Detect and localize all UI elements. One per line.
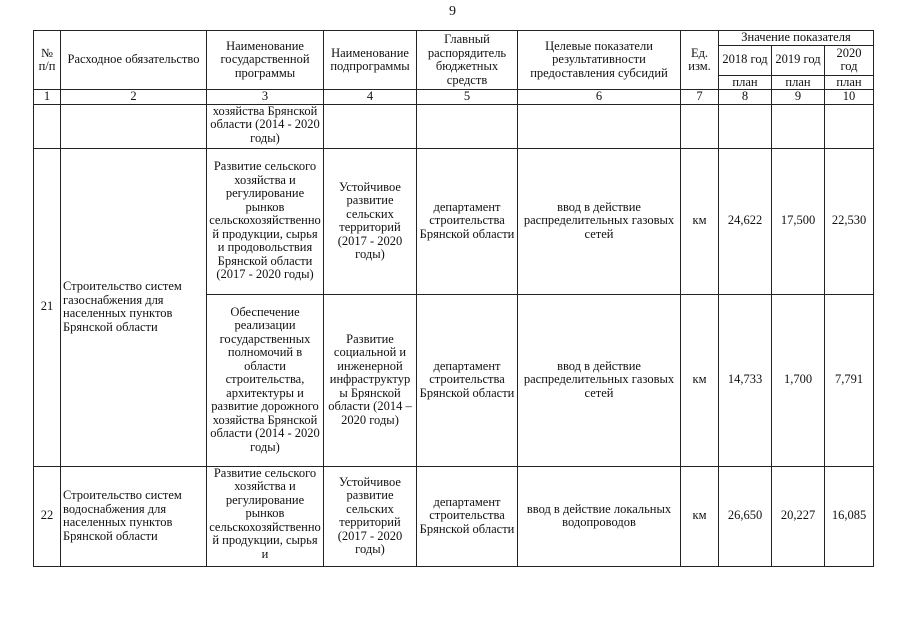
row-indicator: ввод в действие распределительных газовых сетей	[518, 148, 681, 294]
row-unit: км	[681, 148, 719, 294]
column-number: 4	[324, 90, 417, 105]
table-row	[34, 104, 874, 148]
row-value-2019: 1,700	[772, 294, 825, 466]
column-number: 5	[417, 90, 518, 105]
row-expense: Строительство систем газоснабжения для населенных пунктов Брянской области	[61, 148, 207, 466]
row-distributor: департамент строительства Брянской области	[417, 294, 518, 466]
column-number: 3	[207, 90, 324, 105]
row-subprogram: Развитие социальной и инженерной инфраструктуры Брянской области (2014 – 2020 годы)	[324, 294, 417, 466]
row-subprogram: Устойчивое развитие сельских территорий (2017 - 2020 годы)	[324, 466, 417, 566]
header-plan-2020: план	[825, 75, 874, 90]
table-row	[34, 466, 874, 566]
header-year-2018: 2018 год	[719, 45, 772, 75]
row-expense: Строительство систем водоснабжения для населенных пунктов Брянской области	[61, 466, 207, 566]
row-program: Развитие сельского хозяйства и регулирование рынков сельскохозяйственной продукции, сырья и	[207, 466, 324, 566]
table-row	[34, 148, 874, 294]
row-value-2019: 17,500	[772, 148, 825, 294]
column-number: 10	[825, 90, 874, 105]
continuation-program: хозяйства Брянской области (2014 - 2020 годы)	[207, 104, 324, 148]
header-plan-2018: план	[719, 75, 772, 90]
row-indicator: ввод в действие локальных водопроводов	[518, 466, 681, 566]
row-distributor: департамент строительства Брянской области	[417, 466, 518, 566]
header-num: № п/п	[34, 31, 61, 90]
row-program: Развитие сельского хозяйства и регулирование рынков сельскохозяйственной продукции, сырья и продовольствия Брянской области (2017 - 2020 годы)	[207, 148, 324, 294]
row-value-2018: 26,650	[719, 466, 772, 566]
row-value-2020: 16,085	[825, 466, 874, 566]
row-program: Обеспечение реализации государственных полномочий в области строительства, архитектуры и развитие дорожного хозяйства Брянской области (2014 - 2020 годы)	[207, 294, 324, 466]
row-num: 22	[34, 466, 61, 566]
row-value-2018: 14,733	[719, 294, 772, 466]
row-distributor: департамент строительства Брянской области	[417, 148, 518, 294]
row-indicator: ввод в действие распределительных газовых сетей	[518, 294, 681, 466]
column-number: 7	[681, 90, 719, 105]
row-value-2020: 7,791	[825, 294, 874, 466]
row-num: 21	[34, 148, 61, 466]
header-expense: Расходное обязательство	[61, 31, 207, 90]
row-value-2018: 24,622	[719, 148, 772, 294]
header-unit: Ед. изм.	[681, 31, 719, 90]
header-indicators: Целевые показатели результативности предоставления субсидий	[518, 31, 681, 90]
row-value-2020: 22,530	[825, 148, 874, 294]
row-value-2019: 20,227	[772, 466, 825, 566]
column-number: 2	[61, 90, 207, 105]
column-number: 6	[518, 90, 681, 105]
header-distributor: Главный распорядитель бюджетных средств	[417, 31, 518, 90]
row-unit: км	[681, 466, 719, 566]
row-subprogram: Устойчивое развитие сельских территорий (2017 - 2020 годы)	[324, 148, 417, 294]
row-unit: км	[681, 294, 719, 466]
header-plan-2019: план	[772, 75, 825, 90]
subsidy-indicators-table	[33, 30, 874, 567]
header-value-group: Значение показателя	[719, 31, 874, 46]
page-number: 9	[449, 4, 456, 19]
header-program: Наименование государственной программы	[207, 31, 324, 90]
header-year-2020: 2020 год	[825, 45, 874, 75]
header-year-2019: 2019 год	[772, 45, 825, 75]
column-number: 9	[772, 90, 825, 105]
header-subprogram: Наименование подпрограммы	[324, 31, 417, 90]
column-number: 8	[719, 90, 772, 105]
column-number: 1	[34, 90, 61, 105]
